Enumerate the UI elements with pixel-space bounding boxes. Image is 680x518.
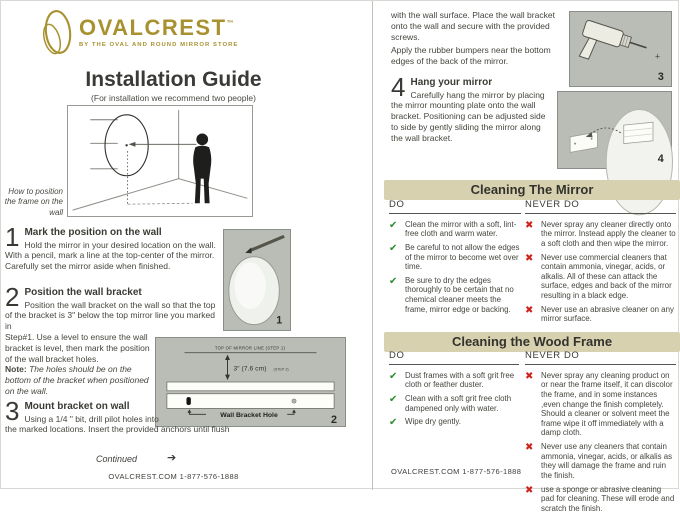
top-of-mirror-line-label: TOP OF MIRROR LINE (STEP 1) (214, 345, 286, 351)
continued-note (96, 453, 176, 464)
step-2-number: 2 (5, 282, 20, 312)
list-item (389, 243, 521, 272)
mounting-plate (624, 122, 653, 143)
list-item (389, 417, 519, 428)
cross-icon: ✖ (525, 442, 534, 454)
brand-name (79, 17, 238, 39)
continued-arrow-icon: ➔ (167, 452, 177, 464)
list-item-text: Never use any cleaners that contain ammonia, vinegar, acids, or alkalis as they will damage the frame and ruin the finish. (541, 442, 673, 480)
figure-2-label: 2 (331, 414, 338, 427)
measure-step-label: (STEP 2) (273, 367, 289, 372)
step-1 (5, 222, 220, 272)
list-item (389, 220, 521, 239)
list-item-text: Be careful to not allow the edges of the mirror to become wet over time. (405, 242, 520, 272)
frame-neverdo-column (525, 350, 676, 518)
positioning-diagram (67, 105, 253, 217)
drill-illustration (570, 12, 671, 86)
room-corner-illustration (68, 106, 252, 216)
note-label: Note: (5, 364, 27, 375)
figure-mirror-pencil (223, 229, 291, 331)
page-title: Installation Guide (85, 68, 262, 91)
step-3-number: 3 (5, 396, 20, 426)
trademark-symbol: ™ (226, 20, 234, 27)
check-icon: ✔ (389, 275, 398, 287)
list-item-text: Dust frames with a soft grit free cloth or feather duster. (405, 370, 515, 390)
list-item-text: Be sure to dry the edges thoroughly to be certain that no chemical cleaner meets the frame, mirror edge or backing. (405, 275, 514, 314)
list-item (525, 220, 676, 249)
mirror-pencil-illustration (224, 230, 290, 330)
list-item (389, 394, 519, 413)
footer-contact-right: OVALCREST.COM 1-877-576-1888 (391, 467, 522, 476)
step-4-text: Carefully hang the mirror by placing the mirror mounting plate onto the wall bracket. Positioning can be adjusted side to side by gently sliding the mirror along the wall bracket. (391, 89, 546, 143)
frame-do-column (389, 350, 519, 432)
list-item (525, 253, 676, 301)
step-2-text-a: Position the wall bracket on the wall so that the top of the bracket is 3" below the top mirror line you marked in (5, 299, 216, 332)
hanging-mirror-illustration (558, 92, 671, 168)
list-item-text: Never use an abrasive cleaner on any mirror surface. (541, 304, 674, 324)
do-heading: DO (389, 199, 521, 214)
continued-text: Continued (96, 453, 138, 464)
mirror-do-column (389, 199, 521, 318)
logo-o-icon (35, 7, 77, 59)
wall-bracket-hole-label: Wall Bracket Hole (220, 412, 278, 420)
page-divider (372, 1, 373, 490)
note-text: The holes should be on the bottom of the bracket when positioned on the wall. (5, 364, 149, 396)
step-2-note (5, 364, 153, 396)
step-4-number: 4 (391, 72, 406, 102)
figure-1-label: 1 (276, 314, 283, 327)
brand-logo (35, 7, 238, 59)
never-do-heading: NEVER DO (525, 199, 676, 214)
check-icon: ✔ (389, 242, 398, 254)
list-item-text: Clean the mirror with a soft, lint-free cloth and warm water. (405, 219, 517, 239)
figure-3-label: 3 (657, 71, 664, 84)
list-item (525, 442, 676, 481)
step-1-text: Hold the mirror in your desired location on the wall. With a pencil, mark a line at the top-center of the mirror. Carefully set the mirror aside when finished. (5, 239, 216, 272)
page-subtitle: (For installation we recommend two people) (91, 93, 256, 103)
check-icon: ✔ (389, 417, 398, 429)
list-item-text: Wipe dry gently. (405, 417, 461, 427)
wall-bracket (570, 132, 597, 152)
check-icon: ✔ (389, 219, 398, 231)
check-icon: ✔ (389, 393, 398, 405)
do-heading: DO (389, 350, 519, 365)
cross-icon: ✖ (525, 370, 534, 382)
rubber-bumpers-text: Apply the rubber bumpers near the bottom edges of the back of the mirror. (391, 45, 551, 66)
step-4-heading: Hang your mirror (410, 77, 493, 88)
step-2-heading: Position the wall bracket (24, 287, 142, 298)
drill-target-mark: + (655, 51, 661, 62)
figure-hanging-mirror (557, 91, 672, 169)
figure-4-label: 4 (657, 153, 664, 166)
drill-body (576, 20, 649, 75)
cross-icon: ✖ (525, 484, 534, 496)
list-item (389, 276, 521, 315)
list-item (525, 305, 676, 324)
list-item (525, 485, 676, 514)
list-item (525, 371, 676, 438)
figure-drill (569, 11, 672, 87)
footer-contact-left: OVALCREST.COM 1-877-576-1888 (108, 472, 239, 481)
section-title-cleaning-mirror: Cleaning The Mirror (384, 180, 680, 200)
list-item-text: Never spray any cleaning product on or near the frame itself, it can discolor the frame, and in some instances ,even change the finish completely. Should a cleaner or solvent meet the frame wipe it off immediately with a damp cloth. (541, 370, 673, 438)
brand-tagline: BY THE OVAL AND ROUND MIRROR STORE (79, 42, 239, 48)
step-3-continued-text: with the wall surface. Place the wall bracket onto the wall and secure with the provided screws. (391, 10, 555, 42)
step-3-text-a: Using a 1/4 " bit, drill pilot holes into (24, 413, 159, 424)
never-do-heading: NEVER DO (525, 350, 676, 365)
section-title-cleaning-frame: Cleaning the Wood Frame (384, 332, 680, 352)
step-2-text-b: Step#1. Use a level to ensure the wall bracket is level, then mark the position of the wall bracket holes. (5, 332, 150, 364)
measure-label: 3" (7.6 cm) (233, 365, 267, 373)
cross-icon: ✖ (525, 304, 534, 316)
step-1-heading: Mark the position on the wall (24, 227, 162, 238)
mirror-neverdo-column (525, 199, 676, 328)
list-item-text: Never spray any cleaner directly onto the mirror. Instead apply the cleaner to a soft cloth and then wipe the mirror. (541, 219, 676, 248)
step-3 (5, 396, 351, 435)
step-4 (391, 72, 554, 144)
step-1-number: 1 (5, 222, 20, 252)
check-icon: ✔ (389, 370, 398, 382)
step-3-heading: Mount bracket on wall (24, 401, 130, 412)
list-item (389, 371, 519, 390)
list-item-text: Never use commercial cleaners that contain ammonia, vinegar, acids, or alkalis. All of these can attack the surface, edges and back of the mirror resulting in a black edge. (541, 252, 672, 301)
cross-icon: ✖ (525, 219, 534, 231)
list-item-text: Clean with a soft grit free cloth dampened only with water. (405, 393, 512, 413)
cross-icon: ✖ (525, 252, 534, 264)
step-3-text-b: the marked locations. Insert the provided anchors until flush (5, 424, 230, 435)
list-item-text: use a sponge or abrasive cleaning pad for cleaning. These will erode and scratch the finish. (541, 484, 675, 513)
brand-name-text: OVALCREST (79, 15, 227, 40)
diagram-caption: How to position the frame on the wall (4, 187, 63, 217)
